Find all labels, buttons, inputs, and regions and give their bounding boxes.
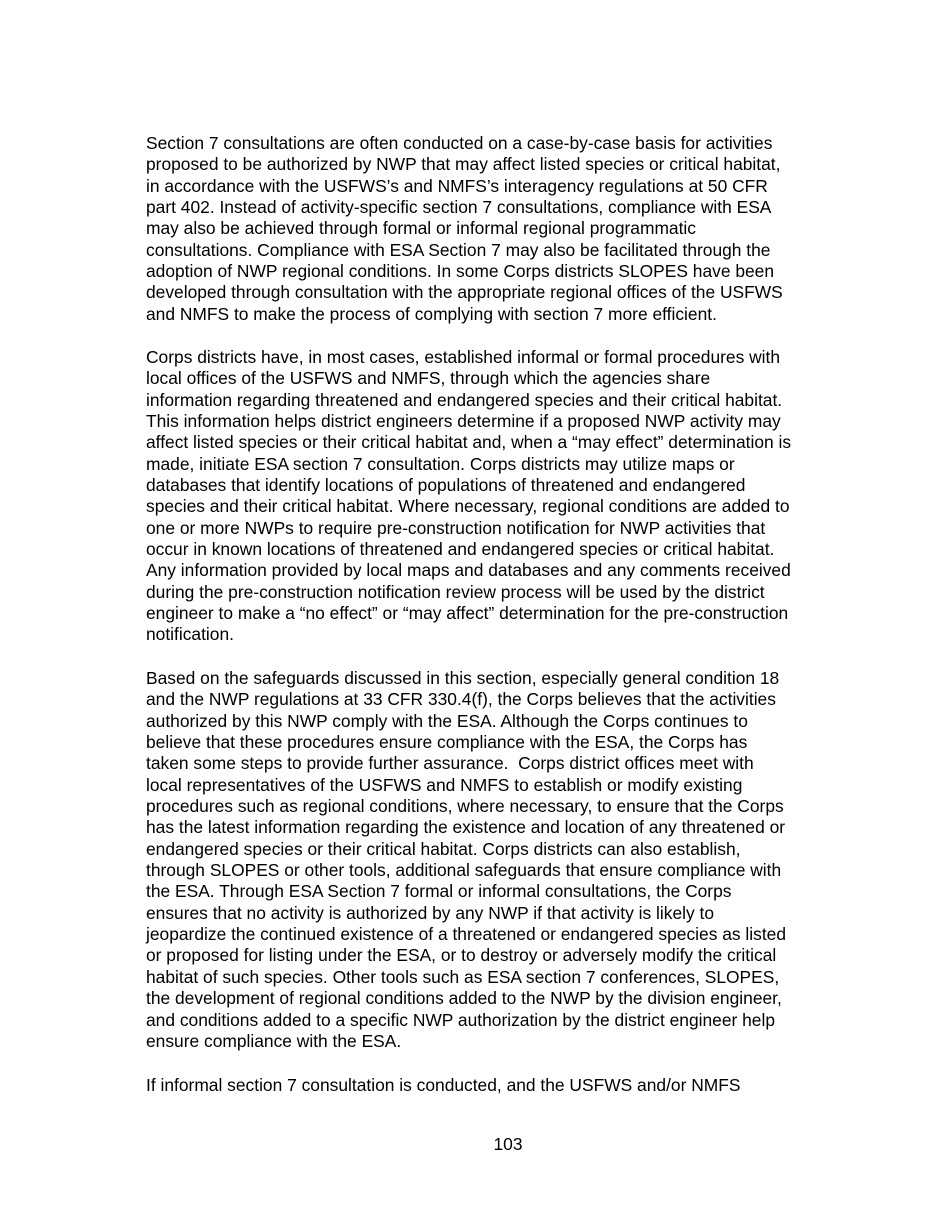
text-line: the ESA. Through ESA Section 7 formal or informal consultations, the Corps [146,881,732,902]
paragraph-safeguards [146,668,846,1052]
paragraph-section-7-consultations [146,133,846,325]
text-line: adoption of NWP regional conditions. In some Corps districts SLOPES have been [146,261,775,282]
text-line: engineer to make a “no effect” or “may affect” determination for the pre-construction [146,603,789,624]
page-number: 103 [493,1134,523,1154]
text-line: endangered species or their critical habitat. Corps districts can also establish, [146,838,741,859]
text-line: during the pre-construction notification review process will be used by the district [146,581,765,602]
text-line: Section 7 consultations are often conducted on a case-by-case basis for activities [146,133,773,153]
paragraph-corps-district-procedures [146,347,846,646]
text-line: ensures that no activity is authorized by any NWP if that activity is likely to [146,902,715,923]
text-line: or proposed for listing under the ESA, or to destroy or adversely modify the critical [146,945,777,966]
paragraph-informal-consultation [146,1075,846,1096]
text-line: notification. [146,624,234,645]
text-line: may also be achieved through formal or informal regional programmatic [146,218,696,239]
text-line: ensure compliance with the ESA. [146,1030,402,1051]
text-line: and NMFS to make the process of complying with section 7 more efficient. [146,303,717,324]
text-line: Any information provided by local maps and databases and any comments received [146,560,791,581]
text-line: local offices of the USFWS and NMFS, through which the agencies share [146,368,711,389]
text-line: part 402. Instead of activity-specific section 7 consultations, compliance with ESA [146,197,772,218]
text-line: jeopardize the continued existence of a threatened or endangered species as listed [146,924,787,945]
text-line: in accordance with the USFWS’s and NMFS’s interagency regulations at 50 CFR [146,175,768,196]
text-line: This information helps district engineers determine if a proposed NWP activity may [146,411,781,432]
text-line: the development of regional conditions added to the NWP by the division engineer, [146,988,782,1009]
text-line: authorized by this NWP comply with the ESA. Although the Corps continues to [146,710,748,731]
text-line: Based on the safeguards discussed in this section, especially general condition 18 [146,668,780,688]
text-line: occur in known locations of threatened and endangered species or critical habitat. [146,539,775,560]
text-line: proposed to be authorized by NWP that may affect listed species or critical habitat, [146,154,781,175]
text-line: one or more NWPs to require pre-construction notification for NWP activities that [146,517,766,538]
text-line: species and their critical habitat. Where necessary, regional conditions are added to [146,496,790,517]
text-line: If informal section 7 consultation is conducted, and the USFWS and/or NMFS [146,1075,741,1095]
text-line: Corps districts have, in most cases, established informal or formal procedures with [146,347,781,367]
text-line: information regarding threatened and endangered species and their critical habitat. [146,389,783,410]
text-line: through SLOPES or other tools, additional safeguards that ensure compliance with [146,860,782,881]
text-line: has the latest information regarding the existence and location of any threatened or [146,817,786,838]
text-line: affect listed species or their critical habitat and, when a “may effect” determination is [146,432,792,453]
text-line: developed through consultation with the appropriate regional offices of the USFWS [146,282,783,303]
text-line: databases that identify locations of populations of threatened and endangered [146,475,746,496]
text-line: habitat of such species. Other tools such as ESA section 7 conferences, SLOPES, [146,966,780,987]
text-line: consultations. Compliance with ESA Section 7 may also be facilitated through the [146,239,771,260]
text-line: and conditions added to a specific NWP authorization by the district engineer help [146,1009,776,1030]
text-line: made, initiate ESA section 7 consultation. Corps districts may utilize maps or [146,453,735,474]
text-line: taken some steps to provide further assurance. Corps district offices meet with [146,753,754,774]
text-line: and the NWP regulations at 33 CFR 330.4(f), the Corps believes that the activities [146,689,776,710]
text-line: local representatives of the USFWS and NMFS to establish or modify existing [146,774,743,795]
text-line: believe that these procedures ensure compliance with the ESA, the Corps has [146,732,748,753]
text-line: procedures such as regional conditions, where necessary, to ensure that the Corps [146,796,784,817]
